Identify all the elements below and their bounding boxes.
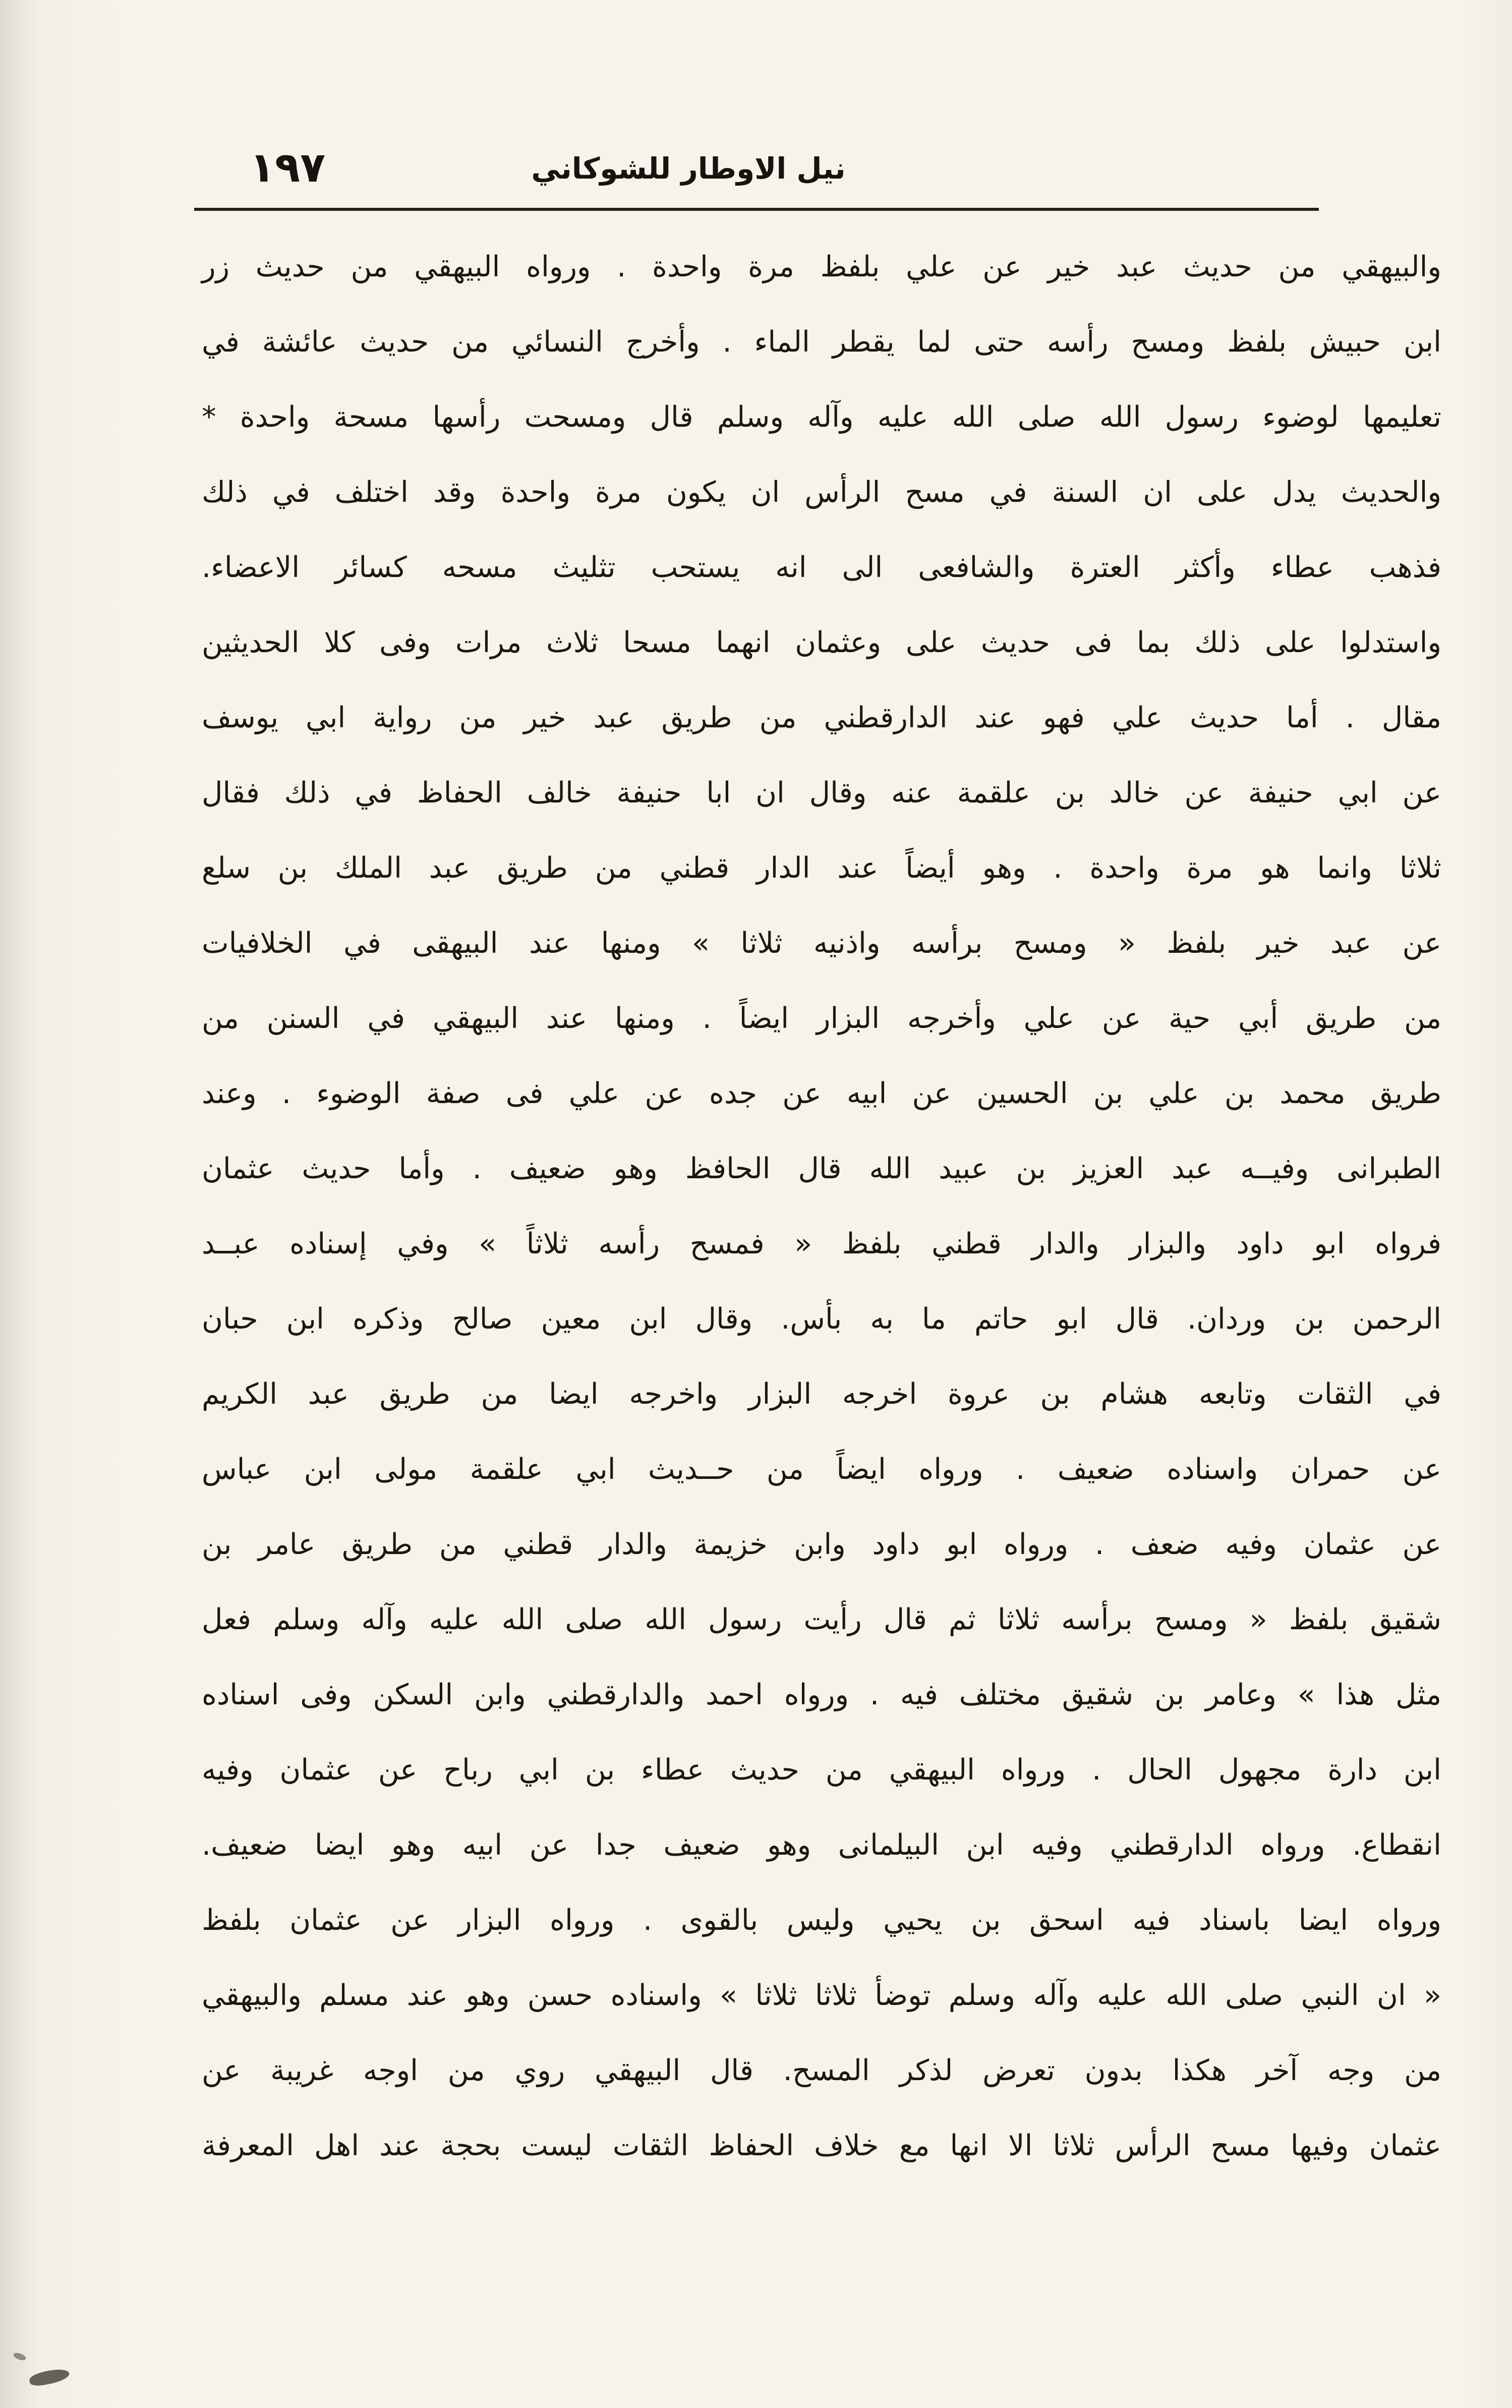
text-line: عن ابي حنيفة عن خالد بن علقمة عنه وقال ان ابا حنيفة خالف الحفاظ في ذلك فقال xyxy=(202,776,1441,810)
text-line: والبيهقي من حديث عبد خير عن علي بلفظ مرة واحدة . ورواه البيهقي من حديث زر xyxy=(202,250,1441,283)
text-line: عثمان وفيها مسح الرأس ثلاثا الا انها مع خلاف الحفاظ الثقات ليست بحجة عند اهل المعرفة xyxy=(202,2129,1441,2162)
text-line: طريق محمد بن علي بن الحسين عن ابيه عن جده عن علي فى صفة الوضوء . وعند xyxy=(202,1077,1441,1110)
text-line: مثل هذا » وعامر بن شقيق مختلف فيه . ورواه احمد والدارقطني وابن السكن وفى اسناده xyxy=(202,1678,1441,1711)
text-line: والحديث يدل على ان السنة في مسح الرأس ان يكون مرة واحدة وقد اختلف في ذلك xyxy=(202,476,1441,509)
body-text xyxy=(202,230,1441,2184)
text-line: شقيق بلفظ « ومسح برأسه ثلاثا ثم قال رأيت رسول الله صلى الله عليه وآله وسلم فعل xyxy=(202,1603,1441,1636)
text-line: « ان النبي صلى الله عليه وآله وسلم توضأ ثلاثا ثلاثا » واسناده حسن وهو عند مسلم والبيهقي xyxy=(202,1979,1441,2012)
text-line: واستدلوا على ذلك بما فى حديث على وعثمان انهما مسحا ثلاث مرات وفى كلا الحديثين xyxy=(202,626,1441,659)
text-line: الطبرانى وفيــه عبد العزيز بن عبيد الله قال الحافظ وهو ضعيف . وأما حديث عثمان xyxy=(202,1152,1441,1185)
text-line: فذهب عطاء وأكثر العترة والشافعى الى انه يستحب تثليث مسحه كسائر الاعضاء. xyxy=(202,551,1441,584)
text-line: في الثقات وتابعه هشام بن عروة اخرجه البزار واخرجه ايضا من طريق عبد الكريم xyxy=(202,1378,1441,1411)
text-line: الرحمن بن وردان. قال ابو حاتم ما به بأس. وقال ابن معين صالح وذكره ابن حبان xyxy=(202,1302,1441,1336)
text-line: من طريق أبي حية عن علي وأخرجه البزار ايضاً . ومنها عند البيهقي في السنن من xyxy=(202,1002,1441,1035)
text-line: عن عبد خير بلفظ « ومسح برأسه واذنيه ثلاثا » ومنها عند البيهقى في الخلافيات xyxy=(202,927,1441,960)
text-line: عن عثمان وفيه ضعف . ورواه ابو داود وابن خزيمة والدار قطني من طريق عامر بن xyxy=(202,1528,1441,1561)
text-line: من وجه آخر هكذا بدون تعرض لذكر المسح. قال البيهقي روي من اوجه غريبة عن xyxy=(202,2054,1441,2087)
page-number: ١٩٧ xyxy=(250,144,326,192)
scan-speck xyxy=(13,2352,27,2362)
scan-artifact xyxy=(28,2367,71,2388)
text-line: ورواه ايضا باسناد فيه اسحق بن يحيي وليس بالقوى . ورواه البزار عن عثمان بلفظ xyxy=(202,1904,1441,1937)
text-line: انقطاع. ورواه الدارقطني وفيه ابن البيلمانى وهو ضعيف جدا عن ابيه وهو ايضا ضعيف. xyxy=(202,1828,1441,1862)
book-title-header: نيل الاوطار للشوكاني xyxy=(531,151,846,186)
text-line: ابن حبيش بلفظ ومسح رأسه حتى لما يقطر الماء . وأخرج النسائي من حديث عائشة في xyxy=(202,325,1441,359)
text-line: فرواه ابو داود والبزار والدار قطني بلفظ « فمسح رأسه ثلاثاً » وفي إسناده عبــد xyxy=(202,1227,1441,1260)
text-line: ابن دارة مجهول الحال . ورواه البيهقي من حديث عطاء بن ابي رباح عن عثمان وفيه xyxy=(202,1753,1441,1787)
text-line: مقال . أما حديث علي فهو عند الدارقطني من طريق عبد خير من رواية ابي يوسف xyxy=(202,701,1441,734)
text-line: عن حمران واسناده ضعيف . ورواه ايضاً من حــديث ابي علقمة مولى ابن عباس xyxy=(202,1453,1441,1486)
header-divider xyxy=(194,208,1319,211)
text-line: ثلاثا وانما هو مرة واحدة . وهو أيضاً عند الدار قطني من طريق عبد الملك بن سلع xyxy=(202,851,1441,885)
text-line: تعليمها لوضوء رسول الله صلى الله عليه وآله وسلم قال ومسحت رأسها مسحة واحدة * xyxy=(202,400,1441,434)
